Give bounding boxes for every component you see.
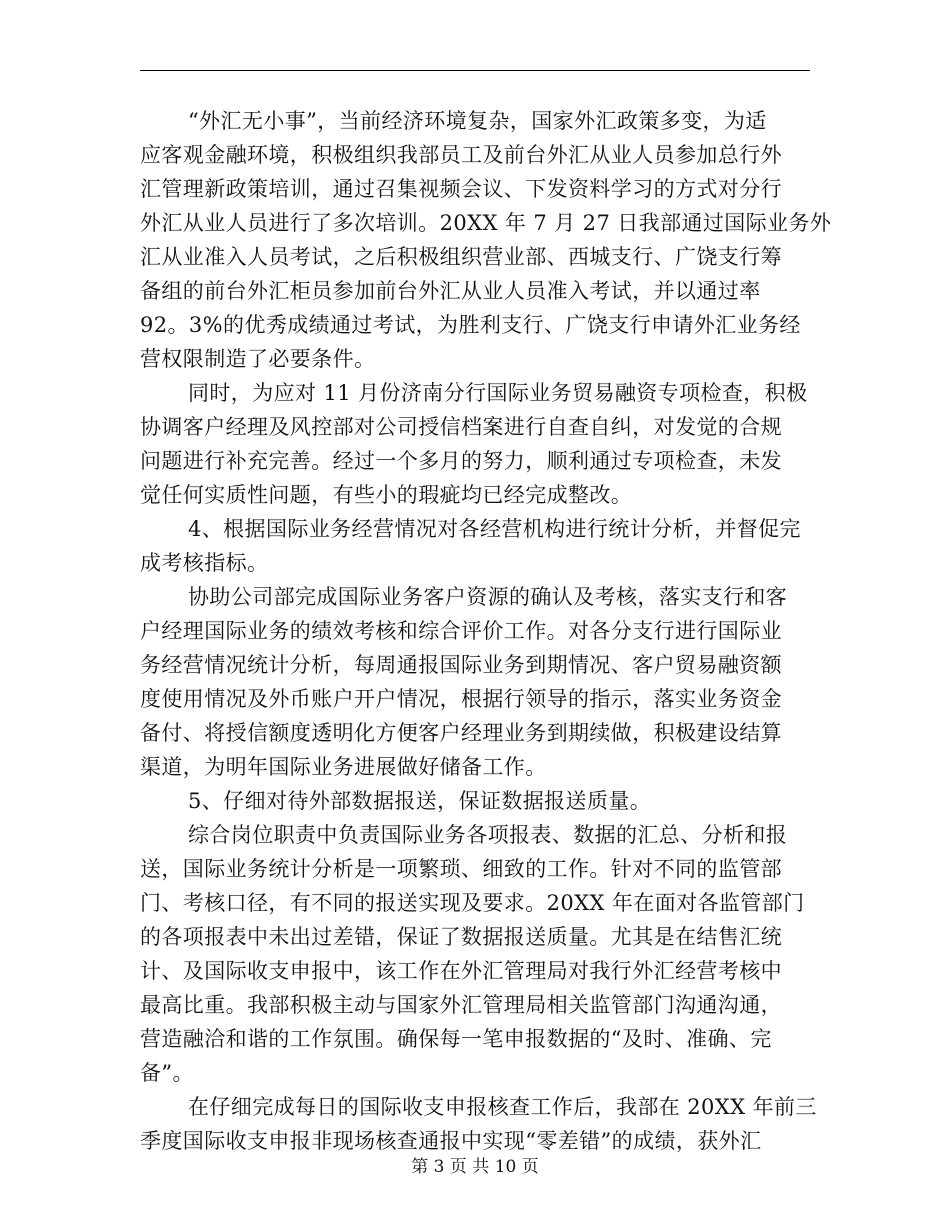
text-line: 季度国际收支申报非现场核查通报中实现“零差错”的成绩，获外汇 — [140, 1129, 762, 1153]
text-line: 营造融洽和谐的工作氛围。确保每一笔申报数据的“及时、准确、完 — [140, 1027, 772, 1051]
text-line: 综合岗位职责中负责国际业务各项报表、数据的汇总、分析和报 — [188, 823, 788, 847]
text-line: 营权限制造了必要条件。 — [140, 347, 376, 371]
text-line: 觉任何实质性问题，有些小的瑕疵均已经完成整改。 — [140, 483, 633, 507]
header-rule — [140, 70, 810, 71]
section-heading-4: 4、根据国际业务经营情况对各经营机构进行统计分析，并督促完 — [188, 517, 801, 541]
text-line: 户经理国际业务的绩效考核和综合评价工作。对各分支行进行国际业 — [140, 619, 782, 643]
text-line: “外汇无小事”，当前经济环境复杂，国家外汇政策多变，为适 — [188, 109, 767, 133]
page-number-footer: 第 3 页 共 10 页 — [411, 1157, 539, 1177]
text-line: 计、及国际收支申报中，该工作在外汇管理局对我行外汇经营考核中 — [140, 959, 782, 983]
text-line: 在仔细完成每日的国际收支申报核查工作后，我部在 20XX 年前三 — [188, 1095, 817, 1119]
text-line: 同时，为应对 11 月份济南分行国际业务贸易融资专项检查，积极 — [188, 381, 808, 405]
text-line: 92。3%的优秀成绩通过考试，为胜利支行、广饶支行申请外汇业务经 — [140, 313, 801, 337]
text-line: 协助公司部完成国际业务客户资源的确认及考核，落实支行和客 — [188, 585, 788, 609]
text-line: 协调客户经理及风控部对公司授信档案进行自查自纠，对发觉的合规 — [140, 415, 782, 439]
text-line: 务经营情况统计分析，每周通报国际业务到期情况、客户贸易融资额 — [140, 653, 782, 677]
text-line: 备组的前台外汇柜员参加前台外汇从业人员准入考试，并以通过率 — [140, 279, 761, 303]
text-line: 渠道，为明年国际业务进展做好储备工作。 — [140, 755, 547, 779]
section-heading-5: 5、仔细对待外部数据报送，保证数据报送质量。 — [188, 789, 652, 813]
text-line: 度使用情况及外币账户开户情况，根据行领导的指示，落实业务资金 — [140, 687, 782, 711]
text-line: 备付、将授信额度透明化方便客户经理业务到期续做，积极建设结算 — [140, 721, 782, 745]
text-line: 应客观金融环境，积极组织我部员工及前台外汇从业人员参加总行外 — [140, 143, 782, 167]
text-line: 问题进行补充完善。经过一个多月的努力，顺利通过专项检查，未发 — [140, 449, 782, 473]
text-line: 送，国际业务统计分析是一项繁琐、细致的工作。针对不同的监管部 — [140, 857, 782, 881]
text-line: 门、考核口径，有不同的报送实现及要求。20XX 年在面对各监管部门 — [140, 891, 805, 915]
text-line: 备”。 — [140, 1061, 194, 1085]
text-line: 成考核指标。 — [140, 551, 269, 575]
text-line: 的各项报表中未出过差错，保证了数据报送质量。尤其是在结售汇统 — [140, 925, 782, 949]
text-line: 汇管理新政策培训，通过召集视频会议、下发资料学习的方式对分行 — [140, 177, 782, 201]
text-line: 最高比重。我部积极主动与国家外汇管理局相关监管部门沟通沟通， — [140, 993, 782, 1017]
text-line: 汇从业准入人员考试，之后积极组织营业部、西城支行、广饶支行筹 — [140, 245, 782, 269]
text-line: 外汇从业人员进行了多次培训。20XX 年 7 月 27 日我部通过国际业务外 — [140, 211, 832, 235]
